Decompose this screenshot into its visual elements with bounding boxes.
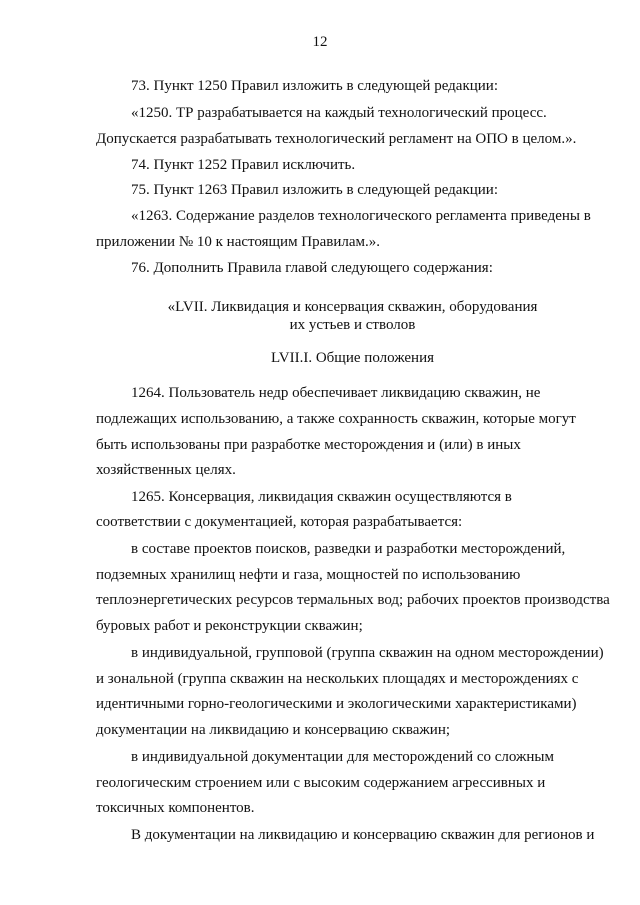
text-line: 74. Пункт 1252 Правил исключить. bbox=[131, 157, 356, 173]
chapter-heading-line: их устьев и стволов bbox=[289, 317, 416, 333]
text-line: 1264. Пользователь недр обеспечивает ликвидацию скважин, не bbox=[131, 385, 541, 401]
text-line: подлежащих использованию, а также сохранность скважин, которые могут bbox=[96, 411, 576, 427]
text-line: и зональной (группа скважин на нескольких площадях и месторождениях с bbox=[96, 671, 579, 687]
text-line: соответствии с документацией, которая разрабатывается: bbox=[96, 514, 463, 530]
text-line: подземных хранилищ нефти и газа, мощностей по использованию bbox=[96, 567, 521, 583]
text-line: теплоэнергетических ресурсов термальных вод; рабочих проектов производства bbox=[96, 592, 610, 608]
text-line: 75. Пункт 1263 Правил изложить в следующей редакции: bbox=[131, 182, 498, 198]
text-line: буровых работ и реконструкции скважин; bbox=[96, 618, 363, 634]
text-line: в индивидуальной, групповой (группа скважин на одном месторождении) bbox=[131, 645, 604, 661]
text-line: Допускается разрабатывать технологический регламент на ОПО в целом.». bbox=[96, 131, 577, 147]
text-line: геологическим строением или с высоким содержанием агрессивных и bbox=[96, 775, 546, 791]
text-line: 73. Пункт 1250 Правил изложить в следующей редакции: bbox=[131, 78, 498, 94]
text-line: в составе проектов поисков, разведки и разработки месторождений, bbox=[131, 541, 566, 557]
text-line: хозяйственных целях. bbox=[96, 462, 236, 478]
page-number: 12 bbox=[312, 34, 328, 50]
text-line: 1265. Консервация, ликвидация скважин осуществляются в bbox=[131, 489, 512, 505]
text-line: «1250. ТР разрабатывается на каждый технологический процесс. bbox=[131, 105, 547, 121]
section-heading: LVII.I. Общие положения bbox=[270, 350, 435, 366]
text-line: документации на ликвидацию и консервацию скважин; bbox=[96, 722, 451, 738]
text-line: приложении № 10 к настоящим Правилам.». bbox=[96, 234, 381, 250]
chapter-heading-line: «LVII. Ликвидация и консервация скважин, оборудования bbox=[167, 299, 538, 315]
text-line: токсичных компонентов. bbox=[96, 800, 255, 816]
text-line: быть использованы при разработке месторождения и (или) в иных bbox=[96, 437, 521, 453]
text-line: «1263. Содержание разделов технологического регламента приведены в bbox=[131, 208, 591, 224]
text-line: В документации на ликвидацию и консервацию скважин для регионов и bbox=[131, 827, 595, 843]
text-line: в индивидуальной документации для месторождений со сложным bbox=[131, 749, 554, 765]
text-line: 76. Дополнить Правила главой следующего содержания: bbox=[131, 260, 493, 276]
text-line: идентичными горно-геологическими и экологическими характеристиками) bbox=[96, 696, 577, 712]
